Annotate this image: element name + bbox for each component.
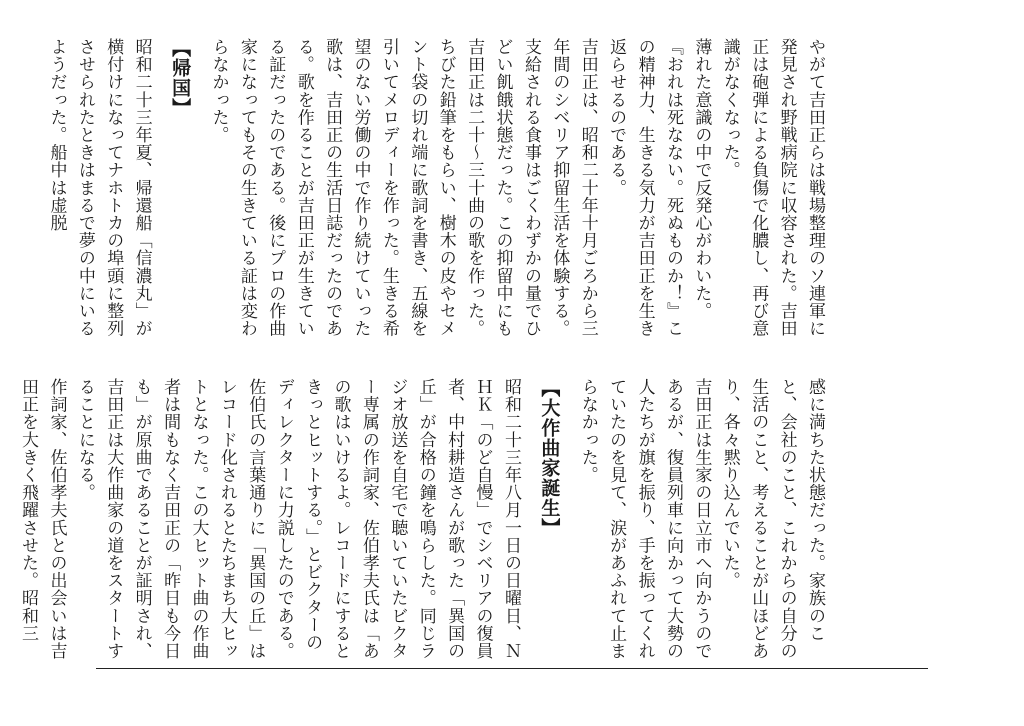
heading-spacer (194, 38, 204, 338)
paragraph: 昭和二十三年八月一日の日曜日、ＮＨＫ「のど自慢」でシベリアの復員者、中村耕造さんが歌った「異国の丘」が合格の鐘を鳴らした。同じラジオ放送を自宅で聴いていたビクター専属の作詞家、佐伯孝夫氏は「あの歌はいけるよ。レコードにするときっとヒットする。」とビクターのディレクターに力説したのである。佐伯氏の言葉通りに「異国の丘」はレコード化されるとたちまち大ヒットとなった。この大ヒット曲の作曲者は間もなく吉田正の「昨日も今日も」が原曲であることが証明され、吉田正は大作曲家の道をスタートすることになる。 (74, 378, 521, 660)
bottom-text-block (14, 378, 829, 668)
paragraph: 作詞家、佐伯孝夫氏との出会いは吉田正を大きく飛躍させた。昭和三 (18, 378, 67, 660)
heading-spacer (563, 378, 573, 668)
paragraph: 吉田正は生家の日立市へ向かうのであるが、復員列車に向かって大勢の人たちが旗を振り、手を振ってくれていたのを見て、涙があふれて止まらなかった。 (577, 378, 712, 660)
heading-spacer (525, 378, 535, 668)
paragraph: 薄れた意識の中で反発心がわいた。『おれは死なない。死ぬものか！』この精神力、生きる気力が吉田正を生き返らせるのである。 (606, 38, 712, 338)
paragraph: やがて吉田正らは戦場整理のソ連軍に発見され野戦病院に収容された。吉田正は砲弾による負傷で化膿し、再び意識がなくなった。 (719, 38, 825, 338)
section-heading-kikoku: 【帰国】 (169, 38, 192, 118)
paragraph: 吉田正は、昭和二十年十月ごろから三年間のシベリア抑留生活を体験する。支給される食事はごくわずかの量でひどい飢餓状態だった。この抑留中にも吉田正は二十〜三十曲の歌を作った。ちびた鉛筆をもらい、樹木の皮やセメント袋の切れ端に歌詞を書き、五線を引いてメロディーを作った。生きる希望のない労働の中で作り続けていった歌は、吉田正の生活日誌だったのである。歌を作ることが吉田正が生きている証だったのである。後にプロの作曲家になってもその生きている証は変わらなかった。 (208, 38, 598, 338)
top-text-block (42, 38, 829, 338)
section-heading-tanjo: 【大作曲家誕生】 (538, 378, 561, 538)
bottom-rule (96, 668, 928, 669)
paragraph: 感に満ちた状態だった。家族のこと、会社のこと、これからの自分の生活のこと、考えることが山ほどあり、各々黙り込んでいた。 (719, 378, 825, 660)
paragraph: 昭和二十三年夏、帰還船「信濃丸」が横付けになってナホトカの埠頭に整列させられたときはまるで夢の中にいるようだった。船中は虚脱 (46, 38, 152, 338)
heading-spacer (156, 38, 166, 338)
